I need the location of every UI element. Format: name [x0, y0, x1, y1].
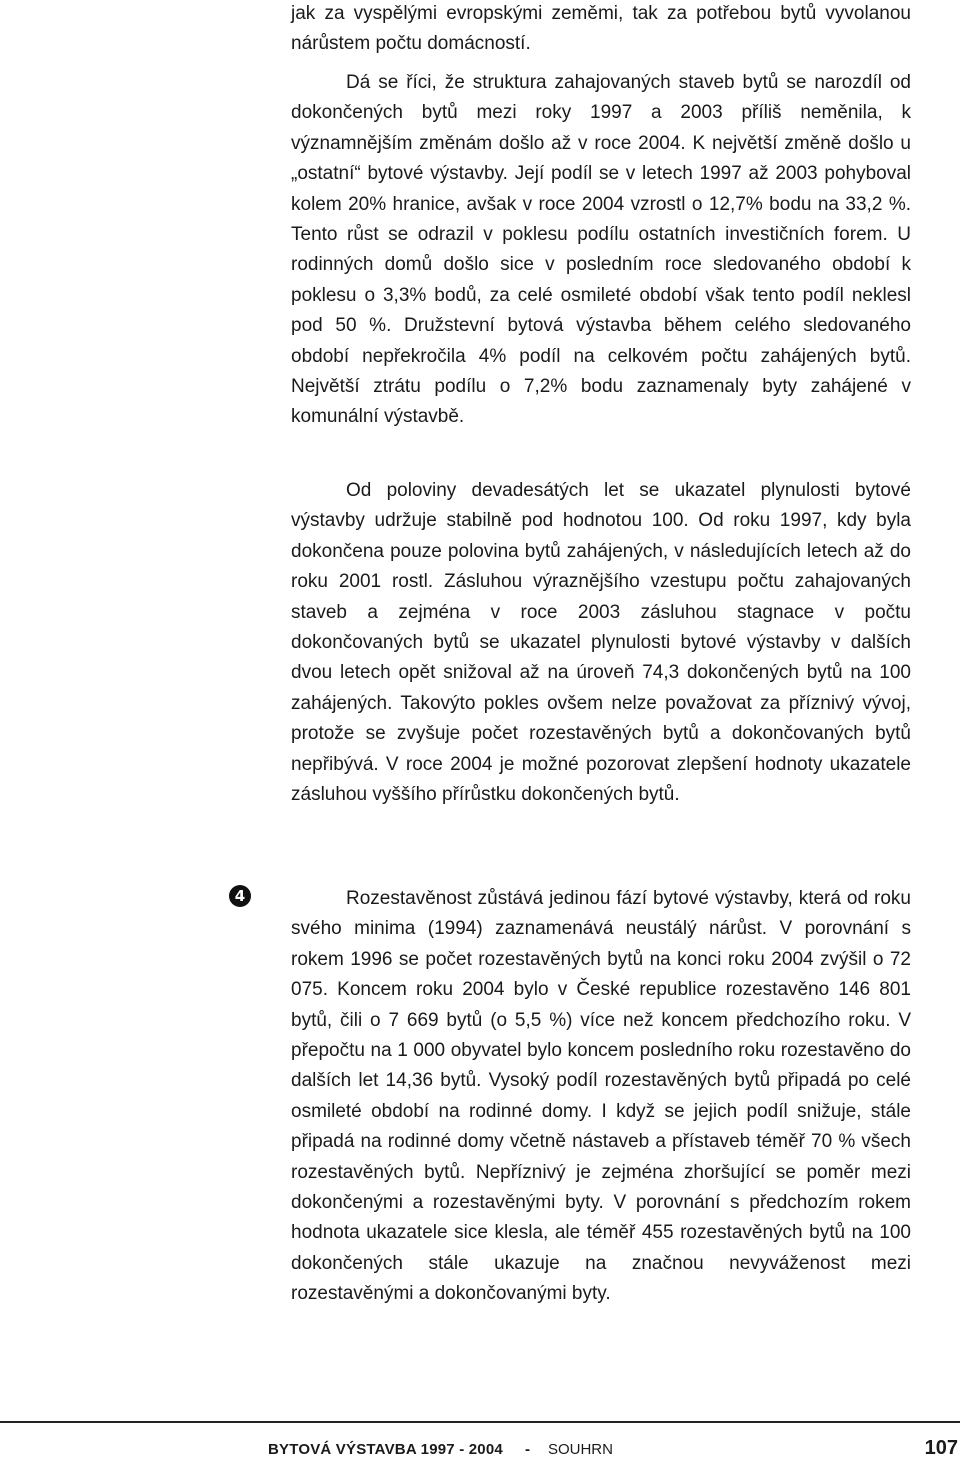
footer-separator: -: [524, 1441, 530, 1458]
footer-divider: [0, 1421, 960, 1423]
paragraph-continuity-indicator: Od poloviny devadesátých let se ukazatel plynulosti bytové výstavby udržuje stabilně pod hodnotou 100. Od roku 1997, kdy byla dokončena pouze polovina bytů zahájených, v následujících letech až do roku 2001 rostl. Zásluhou výraznějšího vzestupu počtu zahajovaných staveb a zejména v roce 2003 zásluhou stagnace v počtu dokončovaných bytů se ukazatel plynulosti bytové výstavby v dalších dvou letech opět snižoval až na úroveň 74,3 dokončených bytů na 100 zahájených. Takovýto pokles ovšem nelze považovat za příznivý vývoj, protože se zvyšuje počet rozestavěných bytů a dokončovaných bytů nepřibývá. V roce 2004 je možné pozorovat zlepšení hodnoty ukazatele zásluhou vyššího přírůstku dokončených bytů.: [291, 480, 911, 806]
footer-section-name: SOUHRN: [547, 1441, 613, 1458]
paragraph-construction-structure: Dá se říci, že struktura zahajovaných staveb bytů se narozdíl od dokončených bytů mezi roky 1997 a 2003 příliš neměnila, k významnějším změnám došlo až v roce 2004. K největší změně došlo u „ostatní“ bytové výstavby. Její podíl se v letech 1997 až 2003 pohyboval kolem 20% hranice, avšak v roce 2004 vzrostl o 12,7% bodu na 33,2 %. Tento růst se odrazil v poklesu podílu ostatních investičních forem. U rodinných domů došlo sice v posledním roce sledovaného období k poklesu o 3,3% bodů, za celé osmileté období však tento podíl neklesl pod 50 %. Družstevní bytová výstavba během celého sledovaného období nepřekročila 4% podíl na celkovém počtu zahájených bytů. Největší ztrátu podílu o 7,2% bodu zaznamenaly byty zahájené v komunální výstavbě.: [291, 72, 911, 428]
page-footer: [268, 1440, 613, 1460]
paragraph-continuation: jak za vyspělými evropskými zeměmi, tak za potřebou bytů vyvolanou nárůstem počtu domácností.: [291, 3, 911, 55]
paragraph-under-construction: Rozestavěnost zůstává jedinou fází bytové výstavby, která od roku svého minima (1994) zaznamenává neustálý nárůst. V porovnání s rokem 1996 se počet rozestavěných bytů na konci roku 2004 zvýšil o 72 075. Koncem roku 2004 bylo v České republice rozestavěno 146 801 bytů, čili o 7 669 bytů (o 5,5 %) více než koncem předchozího roku. V přepočtu na 1 000 obyvatel bylo koncem posledního roku rozestavěno do dalších let 14,36 bytů. Vysoký podíl rozestavěných bytů připadá po celé osmileté období na rodinné domy. I když se jejich podíl snižuje, stále připadá na rodinné domy včetně nástaveb a přístaveb téměř 70 % všech rozestavěných bytů. Nepříznivý je zejména zhoršující se poměr mezi dokončenými a rozestavěnými byty. V porovnání s předchozím rokem hodnota ukazatele sice klesla, ale téměř 455 rozestavěných bytů na 100 dokončených stále ukazuje na značnou nevyváženost mezi rozestavěnými a dokončovanými byty.: [291, 888, 911, 1305]
numbered-bullet-icon: 4: [229, 885, 251, 907]
page-number: 107: [924, 1437, 958, 1459]
footer-publication-title: BYTOVÁ VÝSTAVBA 1997 - 2004: [268, 1441, 503, 1458]
